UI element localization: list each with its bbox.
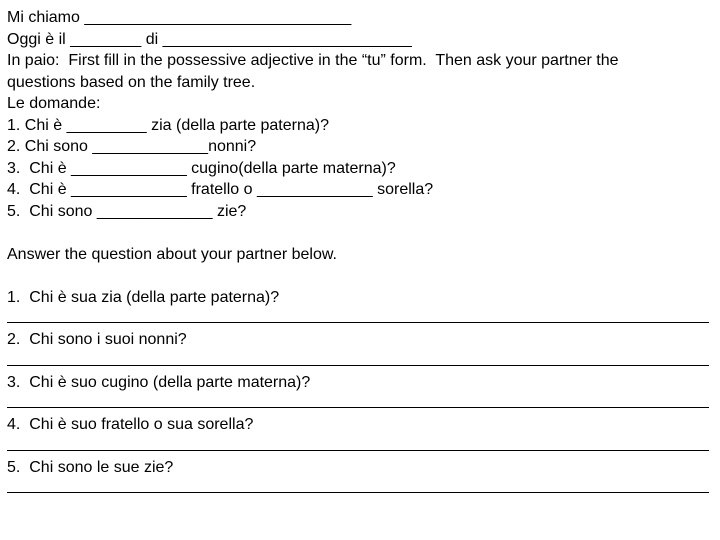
date-line: Oggi è il ________ di ____________________________ — [7, 30, 412, 48]
question-item: 1. Chi è _________ zia (della parte paterna)? — [7, 116, 329, 134]
worksheet — [7, 7, 713, 499]
answer-line[interactable] — [7, 351, 709, 366]
question-item: 5. Chi sono _____________ zie? — [7, 202, 247, 220]
question-item: 3. Chi è _____________ cugino(della parte materna)? — [7, 159, 396, 177]
answer-question: 3. Chi è suo cugino (della parte materna)? — [7, 373, 311, 391]
instructions-line-1: In paio: First fill in the possessive adjective in the “tu” form. Then ask your partner the — [7, 52, 619, 69]
instructions-line-2: questions based on the family tree. — [7, 73, 256, 91]
answer-question: 5. Chi sono le sue zie? — [7, 458, 174, 476]
answer-question: 1. Chi è sua zia (della parte paterna)? — [7, 288, 280, 306]
answer-line[interactable] — [7, 393, 709, 408]
question-item: 2. Chi sono _____________nonni? — [7, 138, 257, 155]
spacer — [7, 222, 713, 244]
spacer — [7, 265, 713, 287]
answer-question: 4. Chi è suo fratello o sua sorella? — [7, 416, 254, 433]
answer-line[interactable] — [7, 478, 709, 493]
questions-heading: Le domande: — [7, 95, 101, 112]
answer-line[interactable] — [7, 436, 709, 451]
answer-line[interactable] — [7, 308, 709, 323]
answers-intro: Answer the question about your partner below. — [7, 245, 337, 263]
name-line: Mi chiamo ______________________________ — [7, 9, 352, 26]
answer-question: 2. Chi sono i suoi nonni? — [7, 331, 187, 348]
question-item: 4. Chi è _____________ fratello o _____________ sorella? — [7, 181, 434, 198]
